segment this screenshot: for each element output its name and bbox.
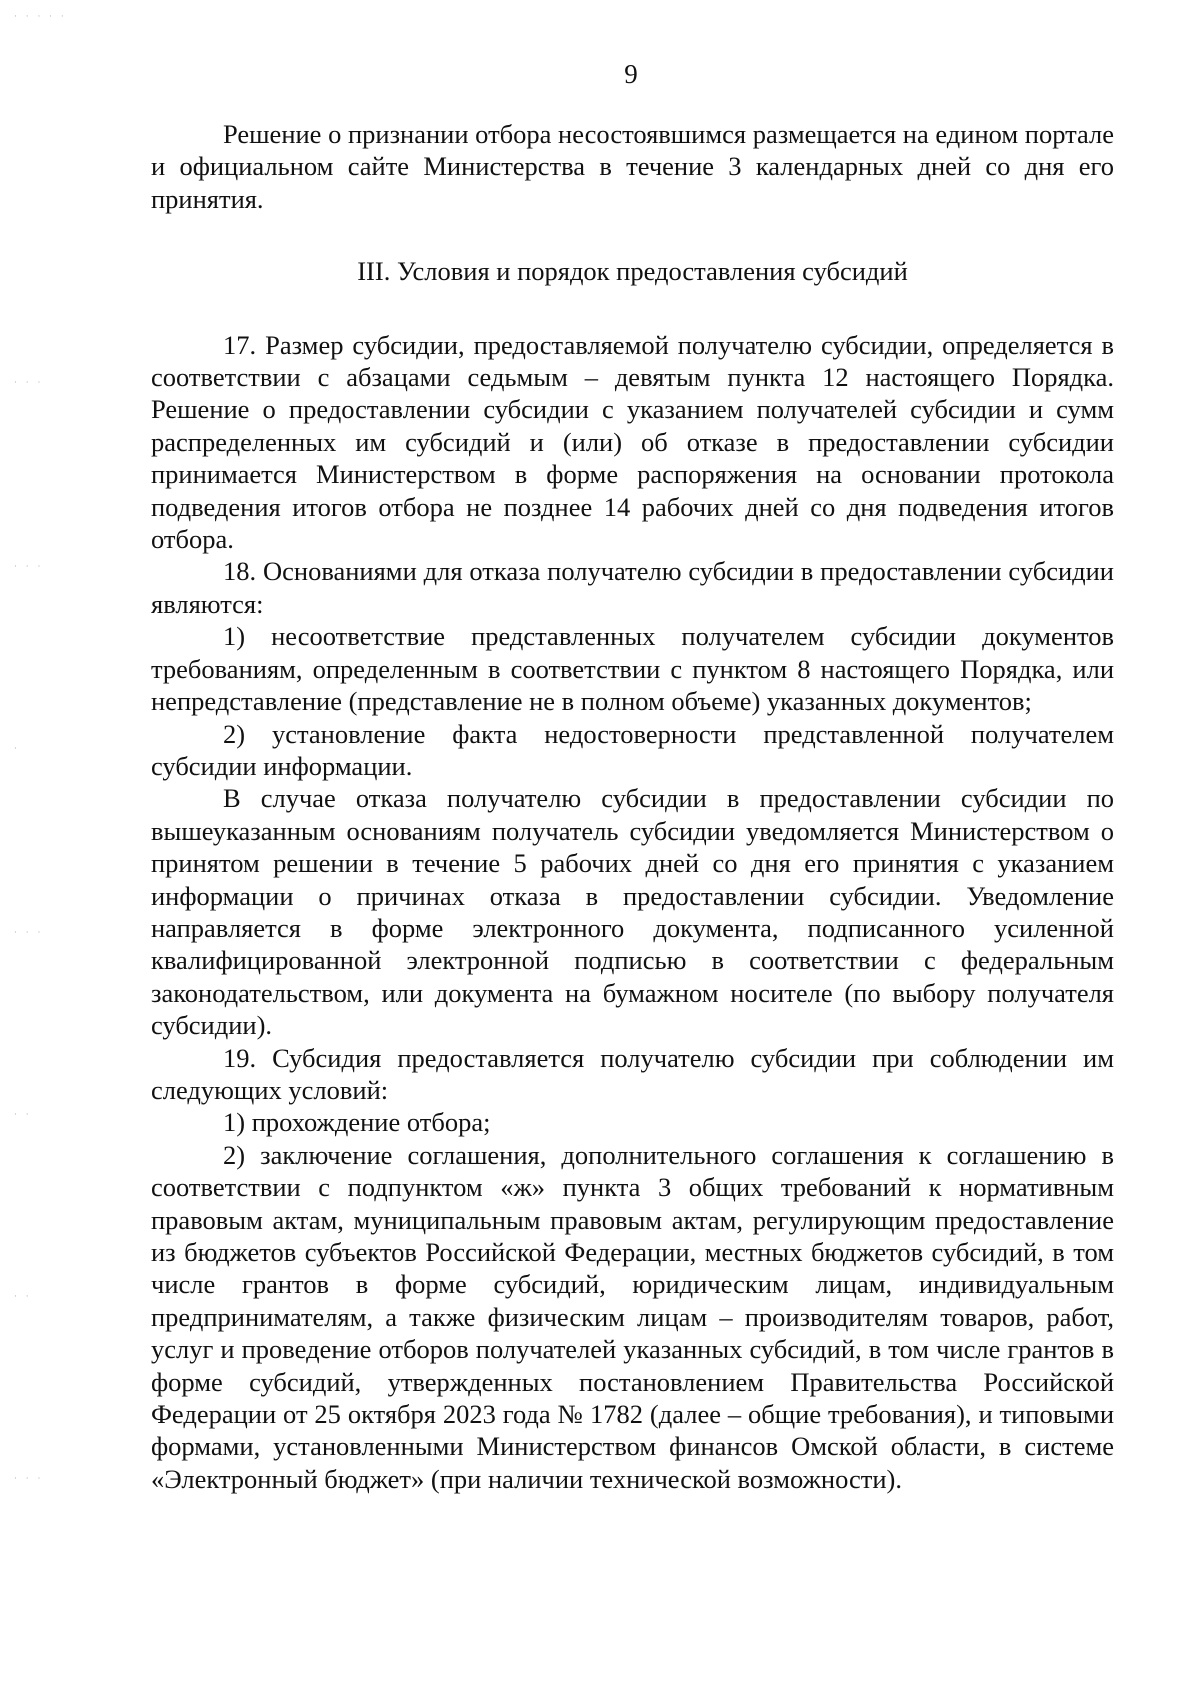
paragraph-subitem: 1) несоответствие представленных получателем субсидии документов требованиям, определенным в соответствии с пунктом 8 настоящего Порядка, или непредставление (представление не в полном объеме) указанных документов; [151,621,1114,717]
paragraph: В случае отказа получателю субсидии в предоставлении субсидии по вышеуказанным основаниям получатель субсидии уведомляется Министерством о принятом решении в течение 5 рабочих дней со дня его принятия с указанием информации о причинах отказа в предоставлении субсидии. Уведомление направляется в форме электронного документа, подписанного усиленной квалифицированной электронной подписью в соответствии с федеральным законодательством, или документа на бумажном носителе (по выбору получателя субсидии). [151,783,1114,1041]
document-body [151,118,1114,1495]
scan-artifact-mark: · · · [14,928,44,938]
paragraph-item-17: 17. Размер субсидии, предоставляемой получателю субсидии, определяется в соответствии с абзацами седьмым – девятым пункта 12 настоящего Порядка. Решение о предоставлении субсидии с указанием получателей субсидии и сумм распределенных им субсидий и (или) об отказе в предоставлении субсидии принимается Министерством в форме распоряжения на основании протокола подведения итогов отбора не позднее 14 рабочих дней со дня подведения итогов отбора. [151,329,1114,555]
paragraph-subitem: 1) прохождение отбора; [223,1107,491,1138]
paragraph-item-18: 18. Основаниями для отказа получателю субсидии в предоставлении субсидии являются: [151,556,1114,619]
scan-artifact-mark: · · · [14,378,44,388]
scan-artifact-mark: · · · [14,1474,44,1484]
section-heading: III. Условия и порядок предоставления субсидий [357,256,908,287]
paragraph-subitem: 2) заключение соглашения, дополнительного соглашения к соглашению в соответствии с подпунктом «ж» пункта 3 общих требований к нормативным правовым актам, муниципальным правовым актам, регулирующим предоставление из бюджетов субъектов Российской Федерации, местных бюджетов субсидий, в том числе грантов в форме субсидий, юридическим лицам, индивидуальным предпринимателям, а также физическим лицам – производителям товаров, работ, услуг и проведение отборов получателей указанных субсидий, в том числе грантов в форме субсидий, утвержденных постановлением Правительства Российской Федерации от 25 октября 2023 года № 1782 (далее – общие требования), и типовыми формами, установленными Министерством финансов Омской области, в системе «Электронный бюджет» (при наличии технической возможности). [151,1139,1114,1494]
paragraph-subitem: 2) установление факта недостоверности представленной получателем субсидии информации. [151,718,1114,781]
scan-artifact-mark: · · [14,1292,32,1302]
scan-artifact-mark: · [14,744,20,754]
scan-artifact-mark: · · [14,1110,32,1120]
scan-artifact-mark: · · · [14,562,44,572]
paragraph: Решение о признании отбора несостоявшимся размещается на едином портале и официальном сайте Министерства в течение 3 календарных дней со дня его принятия. [151,119,1114,214]
page-number: 9 [624,59,638,89]
scan-artifact-mark: · · · · · [14,12,67,22]
paragraph-item-19: 19. Субсидия предоставляется получателю субсидии при соблюдении им следующих условий: [151,1042,1114,1105]
